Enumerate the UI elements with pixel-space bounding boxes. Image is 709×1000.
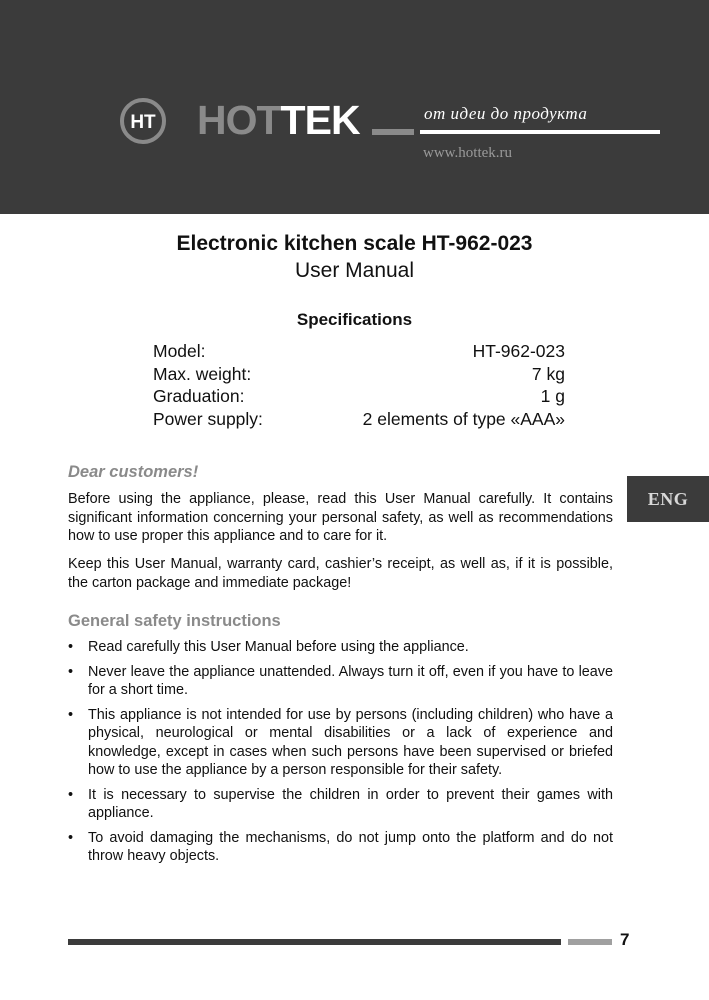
svg-text:HT: HT [130, 112, 156, 133]
spec-row [153, 385, 565, 408]
spec-row [153, 340, 565, 363]
keep-manual-paragraph: Keep this User Manual, warranty card, cashier’s receipt, as well as, if it is possible, the carton package and immediate package! [68, 556, 613, 591]
list-item: • This appliance is not intended for use by persons (including children) who have a physical, neurological or mental disabilities or a lack of experience and knowledge, except in cases when such persons have been supervised or briefed how to use the appliance by a person responsible for their safety. [68, 706, 613, 778]
spec-label: Max. weight: [153, 363, 252, 384]
page-number: 7 [620, 930, 630, 949]
brand-tagline: от идеи до продукта [424, 104, 588, 123]
safety-heading: General safety instructions [68, 612, 281, 630]
tagline-underline [420, 130, 660, 134]
intro-paragraph: Before using the appliance, please, read this User Manual carefully. It contains significant information concerning your personal safety, as well as recommendations how to use proper this appliance and to care for it. [68, 491, 613, 544]
bullet-icon: • [68, 639, 74, 655]
footer-rule [68, 939, 561, 945]
brand-logo-wordmark: HOTTEK [197, 97, 360, 143]
footer-rule-accent [568, 939, 612, 945]
hottek-logo-icon [119, 97, 167, 145]
spec-label: Graduation: [153, 386, 245, 406]
list-item: • Never leave the appliance unattended. Always turn it off, even if you have to leave for a short time. [68, 663, 613, 698]
specifications-heading: Specifications [296, 310, 413, 329]
spec-value: 1 g [540, 386, 565, 406]
specifications-table [153, 340, 565, 430]
document-subtitle: User Manual [294, 259, 415, 282]
list-item: • It is necessary to supervise the children in order to prevent their games with appliance. [68, 786, 613, 821]
document-title: Electronic kitchen scale HT-962-023 [176, 232, 533, 255]
spec-value: 7 kg [531, 363, 565, 384]
list-item: • Read carefully this User Manual before using the appliance. [68, 639, 469, 655]
spec-label: Model: [153, 341, 206, 361]
bullet-icon: • [68, 829, 74, 846]
tagline-accent-bar [372, 129, 414, 135]
bullet-icon: • [68, 663, 74, 680]
spec-value: HT-962-023 [472, 341, 565, 361]
spec-row [153, 363, 565, 386]
safety-list [68, 638, 613, 872]
bullet-icon: • [68, 786, 74, 803]
bullet-icon: • [68, 706, 74, 723]
spec-row [153, 408, 565, 431]
spec-value: 2 elements of type «AAA» [362, 408, 565, 429]
list-item: • To avoid damaging the mechanisms, do not jump onto the platform and do not throw heavy objects. [68, 829, 613, 864]
website-url: www.hottek.ru [423, 145, 513, 161]
spec-label: Power supply: [153, 408, 263, 429]
dear-customers-heading: Dear customers! [68, 463, 199, 481]
language-tab: ENG [627, 476, 709, 522]
header-banner [0, 0, 709, 214]
